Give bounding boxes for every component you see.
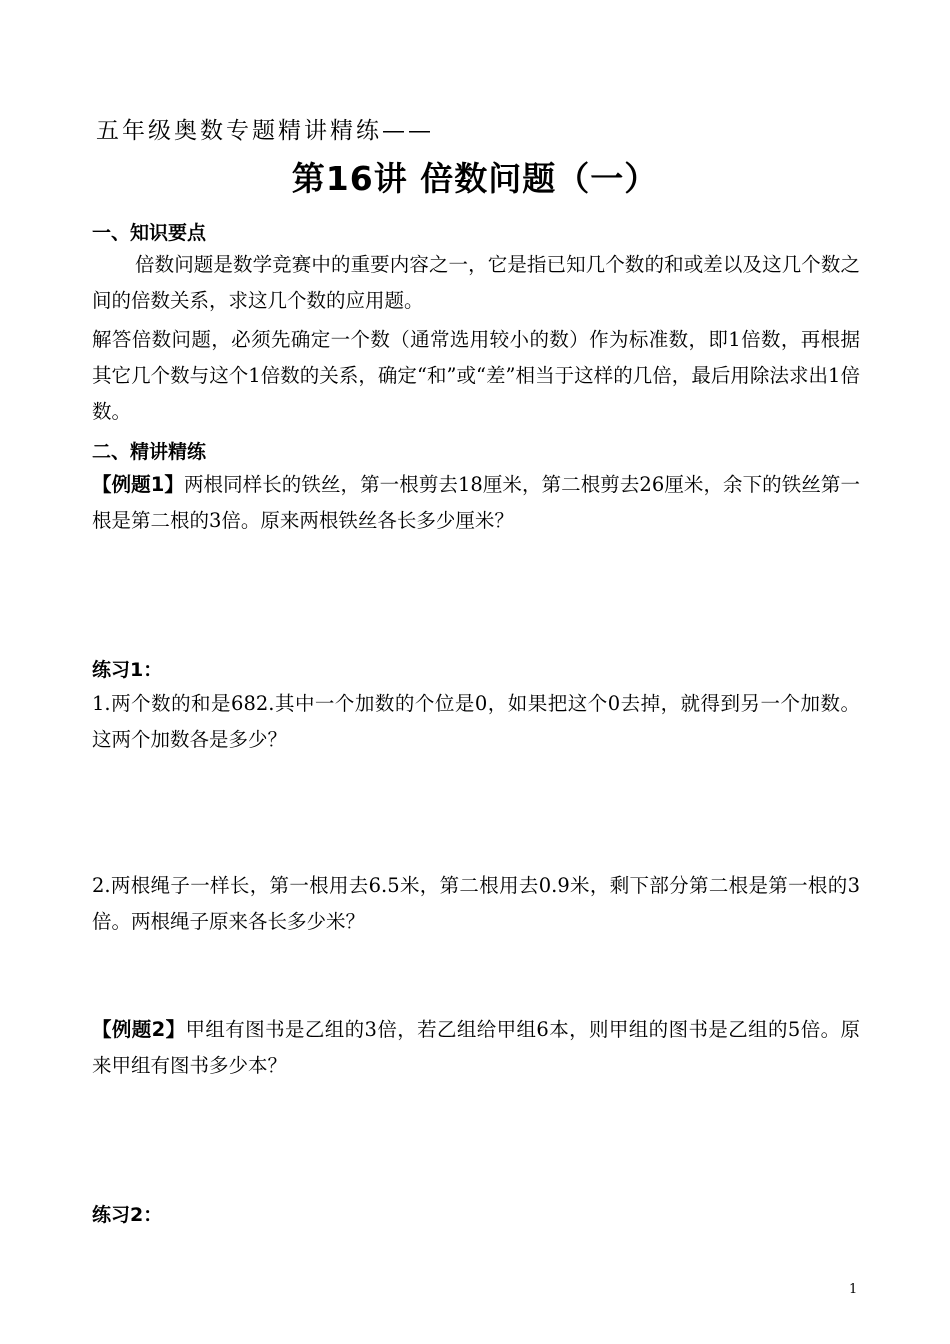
page-number: 1 <box>849 1282 858 1297</box>
example-1-text: 两根同样长的铁丝，第一根剪去18厘米，第二根剪去26厘米，余下的铁丝第一根是第二根的3倍。原来两根铁丝各长多少厘米？ <box>92 473 860 532</box>
section-heading-practice: 二、精讲精练 <box>92 441 207 463</box>
practice-1-label: 练习1： <box>92 659 163 681</box>
series-title: 五年级奥数专题精讲精练—— <box>96 118 434 144</box>
example-2 <box>92 1012 860 1084</box>
lecture-title: 第16讲 倍数问题（一） <box>291 159 659 198</box>
example-2-text: 甲组有图书是乙组的3倍，若乙组给甲组6本，则甲组的图书是乙组的5倍。原来甲组有图书多少本？ <box>92 1018 860 1077</box>
knowledge-paragraph-2: 解答倍数问题，必须先确定一个数（通常选用较小的数）作为标准数，即1倍数，再根据其它几个数与这个1倍数的关系，确定“和”或“差”相当于这样的几倍，最后用除法求出1倍数。 <box>92 328 860 423</box>
knowledge-paragraph-1: 倍数问题是数学竞赛中的重要内容之一，它是指已知几个数的和或差以及这几个数之间的倍数关系，求这几个数的应用题。 <box>92 253 860 312</box>
practice-1-question-2: 2.两根绳子一样长，第一根用去6.5米，第二根用去0.9米，剩下部分第二根是第一根的3倍。两根绳子原来各长多少米？ <box>92 874 860 933</box>
practice-2-label: 练习2： <box>92 1204 163 1226</box>
section-heading-knowledge: 一、知识要点 <box>92 222 207 244</box>
example-1-label: 【例题1】 <box>92 473 184 496</box>
example-1 <box>92 467 860 539</box>
practice-1-question-1: 1.两个数的和是682.其中一个加数的个位是0，如果把这个0去掉，就得到另一个加数。这两个加数各是多少？ <box>92 692 860 751</box>
example-2-label: 【例题2】 <box>92 1018 186 1041</box>
